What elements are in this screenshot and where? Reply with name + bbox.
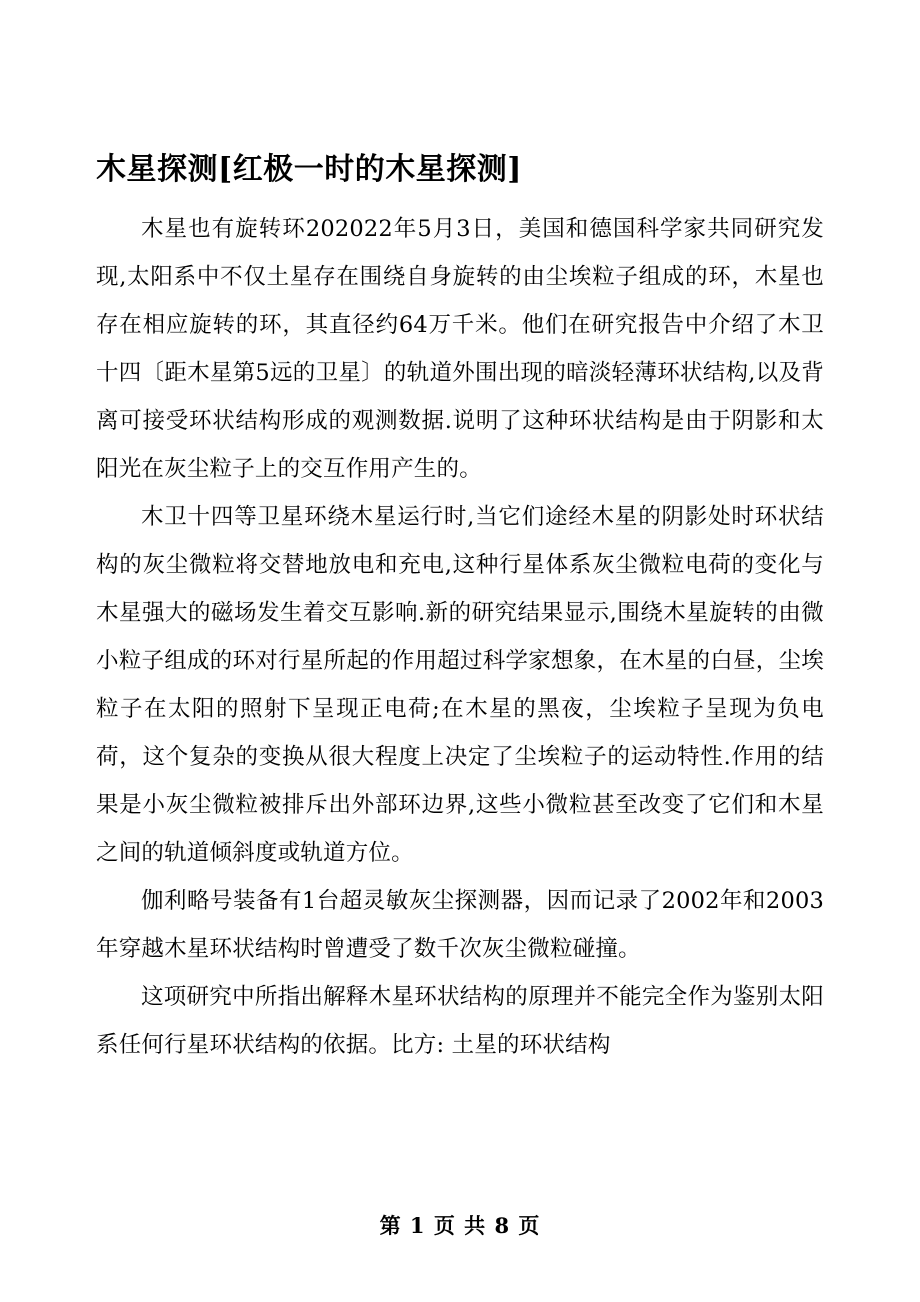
- paragraph-2: 木卫十四等卫星环绕木星运行时,当它们途经木星的阴影处时环状结构的灰尘微粒将交替地放电和充电,这种行星体系灰尘微粒电荷的变化与木星强大的磁场发生着交互影响.新的研究结果显示,围绕木星旋转的由微小粒子组成的环对行星所起的作用超过科学家想象，在木星的白昼，尘埃粒子在太阳的照射下呈现正电荷;在木星的黑夜，尘埃粒子呈现为负电荷，这个复杂的变换从很大程度上决定了尘埃粒子的运动特性.作用的结果是小灰尘微粒被排斥出外部环边界,这些小微粒甚至改变了它们和木星之间的轨道倾斜度或轨道方位。: [96, 503, 824, 866]
- page-title: 木星探测[红极一时的木星探测]: [96, 152, 522, 187]
- paragraph-1: 木星也有旋转环202022年5月3日，美国和德国科学家共同研究发现,太阳系中不仅土星存在围绕自身旋转的由尘埃粒子组成的环，木星也存在相应旋转的环，其直径约64万千米。他们在研究报告中介绍了木卫十四〔距木星第5远的卫星〕的轨道外围出现的暗淡轻薄环状结构,以及背离可接受环状结构形成的观测数据.说明了这种环状结构是由于阴影和太阳光在灰尘粒子上的交互作用产生的。: [96, 215, 824, 482]
- paragraph-3: 伽利略号装备有1台超灵敏灰尘探测器，因而记录了2002年和2003年穿越木星环状结构时曾遭受了数千次灰尘微粒碰撞。: [96, 887, 824, 962]
- paragraph-4: 这项研究中所指出解释木星环状结构的原理并不能完全作为鉴别太阳系任何行星环状结构的依据。比方: 土星的环状结构: [96, 983, 824, 1058]
- page-footer: 第 1 页 共 8 页: [379, 1213, 541, 1238]
